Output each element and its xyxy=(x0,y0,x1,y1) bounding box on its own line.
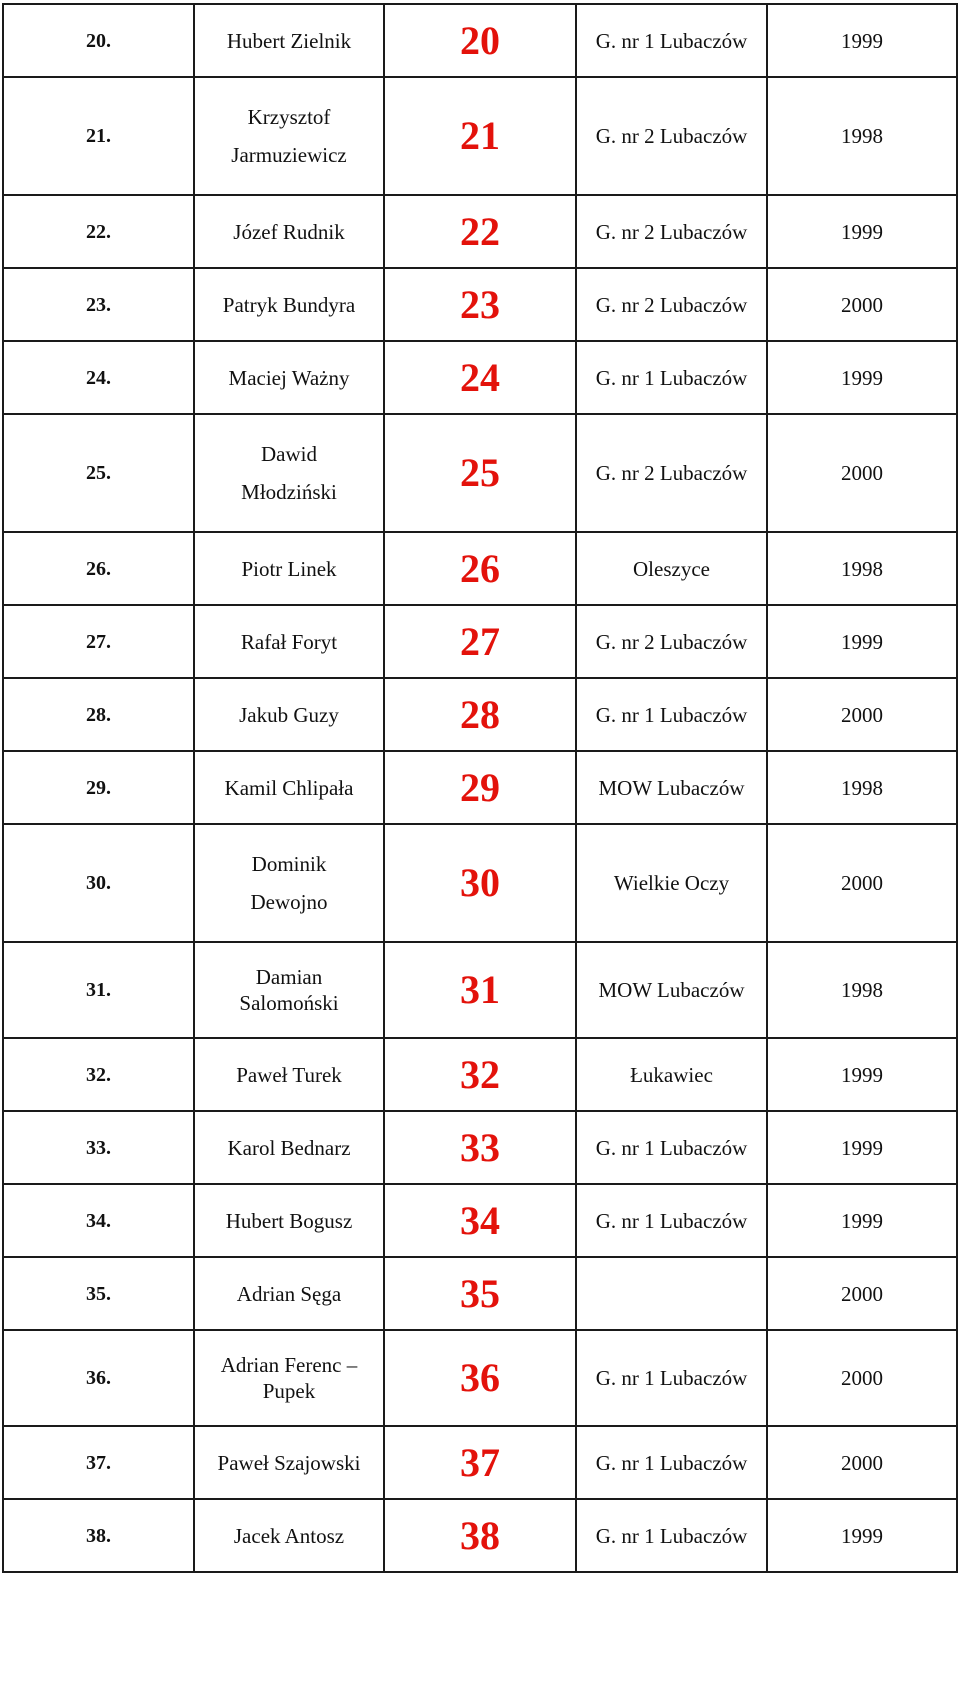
position-text: 36. xyxy=(86,1367,111,1389)
start-number-text: 27 xyxy=(460,618,500,664)
table-row xyxy=(3,1330,957,1426)
name-text: Damian Salomoński xyxy=(239,965,339,1015)
school-cell xyxy=(576,4,767,77)
school-text: Wielkie Oczy xyxy=(613,871,730,895)
position-text: 32. xyxy=(86,1063,111,1086)
birth-year-text: 2000 xyxy=(841,1366,883,1390)
position-cell xyxy=(3,4,194,77)
start-number-cell xyxy=(384,1184,576,1257)
name-text: Rafał Foryt xyxy=(240,629,338,654)
table-row xyxy=(3,1426,957,1499)
table-row xyxy=(3,824,957,942)
birth-year-text: 1998 xyxy=(841,124,883,148)
birth-year-cell xyxy=(767,4,957,77)
start-number-cell xyxy=(384,532,576,605)
table-row xyxy=(3,605,957,678)
position-cell xyxy=(3,1111,194,1184)
school-cell xyxy=(576,341,767,414)
school-text: MOW Lubaczów xyxy=(598,978,745,1002)
name-text: Maciej Ważny xyxy=(228,365,350,390)
school-text: G. nr 1 Lubaczów xyxy=(595,28,748,53)
school-text: G. nr 2 Lubaczów xyxy=(595,219,748,244)
school-text: G. nr 1 Lubaczów xyxy=(595,1366,748,1390)
birth-year-text: 1999 xyxy=(841,219,883,244)
name-text: Hubert Bogusz xyxy=(225,1208,353,1233)
start-number-text: 34 xyxy=(460,1197,500,1243)
birth-year-cell xyxy=(767,824,957,942)
start-number-cell xyxy=(384,77,576,195)
table-row xyxy=(3,195,957,268)
start-number-text: 20 xyxy=(460,17,500,63)
school-cell xyxy=(576,824,767,942)
position-text: 23. xyxy=(86,293,111,316)
name-cell xyxy=(194,77,384,195)
birth-year-cell xyxy=(767,1257,957,1330)
school-cell xyxy=(576,942,767,1038)
start-number-cell xyxy=(384,414,576,532)
name-cell xyxy=(194,532,384,605)
table-row xyxy=(3,1499,957,1572)
name-text: Karol Bednarz xyxy=(227,1135,351,1160)
school-cell xyxy=(576,1499,767,1572)
school-cell xyxy=(576,1111,767,1184)
start-number-cell xyxy=(384,1426,576,1499)
birth-year-cell xyxy=(767,1111,957,1184)
school-text: G. nr 2 Lubaczów xyxy=(595,461,748,485)
position-cell xyxy=(3,1257,194,1330)
start-number-text: 25 xyxy=(460,450,500,495)
school-text: G. nr 2 Lubaczów xyxy=(595,292,748,317)
name-text: Piotr Linek xyxy=(241,556,337,581)
position-cell xyxy=(3,678,194,751)
name-cell xyxy=(194,1426,384,1499)
start-number-text: 21 xyxy=(460,113,500,158)
start-number-text: 28 xyxy=(460,691,500,737)
start-number-cell xyxy=(384,4,576,77)
birth-year-text: 1999 xyxy=(841,629,883,654)
start-number-text: 23 xyxy=(460,281,500,327)
birth-year-text: 1999 xyxy=(841,1135,883,1160)
birth-year-cell xyxy=(767,605,957,678)
school-cell xyxy=(576,605,767,678)
name-cell xyxy=(194,195,384,268)
start-number-text: 36 xyxy=(460,1355,500,1400)
name-text: Hubert Zielnik xyxy=(226,28,352,53)
birth-year-cell xyxy=(767,751,957,824)
start-number-text: 30 xyxy=(460,860,500,905)
position-cell xyxy=(3,195,194,268)
name-cell xyxy=(194,1038,384,1111)
start-number-cell xyxy=(384,824,576,942)
start-number-text: 35 xyxy=(460,1270,500,1316)
birth-year-text: 1998 xyxy=(841,978,883,1002)
name-cell xyxy=(194,414,384,532)
name-cell xyxy=(194,942,384,1038)
table-row xyxy=(3,532,957,605)
birth-year-cell xyxy=(767,942,957,1038)
birth-year-text: 1999 xyxy=(841,1208,883,1233)
start-number-text: 31 xyxy=(460,967,500,1012)
school-cell xyxy=(576,268,767,341)
position-cell xyxy=(3,1038,194,1111)
school-cell xyxy=(576,1426,767,1499)
name-text: Józef Rudnik xyxy=(233,219,345,244)
position-cell xyxy=(3,751,194,824)
position-cell xyxy=(3,1330,194,1426)
start-number-cell xyxy=(384,751,576,824)
birth-year-cell xyxy=(767,268,957,341)
start-number-text: 32 xyxy=(460,1051,500,1097)
name-cell xyxy=(194,1111,384,1184)
position-text: 33. xyxy=(86,1136,111,1159)
birth-year-text: 2000 xyxy=(841,292,883,317)
table-row xyxy=(3,1038,957,1111)
position-cell xyxy=(3,1184,194,1257)
start-number-cell xyxy=(384,942,576,1038)
school-text: G. nr 1 Lubaczów xyxy=(595,1208,748,1233)
position-text: 37. xyxy=(86,1451,111,1474)
school-text: Oleszyce xyxy=(633,556,710,581)
position-cell xyxy=(3,77,194,195)
school-cell xyxy=(576,1038,767,1111)
position-text: 28. xyxy=(86,703,111,726)
table-row xyxy=(3,1184,957,1257)
start-number-text: 33 xyxy=(460,1124,500,1170)
start-number-text: 29 xyxy=(460,764,500,810)
birth-year-cell xyxy=(767,341,957,414)
position-text: 38. xyxy=(86,1524,111,1547)
position-cell xyxy=(3,268,194,341)
birth-year-cell xyxy=(767,195,957,268)
name-text: Adrian Sęga xyxy=(236,1281,342,1306)
name-cell xyxy=(194,4,384,77)
birth-year-text: 1998 xyxy=(841,775,883,800)
school-text: G. nr 1 Lubaczów xyxy=(595,1450,748,1475)
birth-year-text: 1999 xyxy=(841,28,883,53)
name-cell xyxy=(194,268,384,341)
school-text: G. nr 2 Lubaczów xyxy=(595,629,748,654)
position-text: 26. xyxy=(86,557,111,580)
start-number-cell xyxy=(384,195,576,268)
name-text: Adrian Ferenc – Pupek xyxy=(220,1353,358,1403)
birth-year-text: 2000 xyxy=(841,871,883,895)
birth-year-cell xyxy=(767,1330,957,1426)
position-cell xyxy=(3,532,194,605)
school-cell xyxy=(576,532,767,605)
table-row xyxy=(3,414,957,532)
birth-year-text: 2000 xyxy=(841,461,883,485)
name-cell xyxy=(194,1184,384,1257)
birth-year-text: 2000 xyxy=(841,1450,883,1475)
position-text: 20. xyxy=(86,29,111,52)
name-text: Jakub Guzy xyxy=(239,702,339,727)
table-row xyxy=(3,341,957,414)
start-number-cell xyxy=(384,1111,576,1184)
birth-year-cell xyxy=(767,1426,957,1499)
school-cell xyxy=(576,1257,767,1330)
birth-year-cell xyxy=(767,532,957,605)
birth-year-cell xyxy=(767,414,957,532)
school-text: G. nr 1 Lubaczów xyxy=(595,1135,748,1160)
table-row xyxy=(3,4,957,77)
name-text: Dawid Młodziński xyxy=(241,442,337,504)
position-cell xyxy=(3,824,194,942)
position-text: 35. xyxy=(86,1282,111,1305)
school-text: Łukawiec xyxy=(630,1062,713,1087)
birth-year-cell xyxy=(767,1184,957,1257)
school-text: G. nr 1 Lubaczów xyxy=(595,365,748,390)
start-number-cell xyxy=(384,341,576,414)
school-cell xyxy=(576,751,767,824)
birth-year-cell xyxy=(767,678,957,751)
name-text: Dominik Dewojno xyxy=(250,852,328,914)
school-cell xyxy=(576,678,767,751)
start-number-text: 24 xyxy=(460,354,500,400)
position-text: 24. xyxy=(86,366,111,389)
start-number-cell xyxy=(384,1330,576,1426)
school-cell xyxy=(576,195,767,268)
birth-year-text: 1999 xyxy=(841,1062,883,1087)
start-number-cell xyxy=(384,268,576,341)
table-row xyxy=(3,678,957,751)
name-cell xyxy=(194,678,384,751)
position-text: 21. xyxy=(86,125,111,147)
name-text: Paweł Szajowski xyxy=(217,1450,361,1475)
position-text: 31. xyxy=(86,979,111,1001)
position-text: 25. xyxy=(86,462,111,484)
birth-year-cell xyxy=(767,77,957,195)
name-cell xyxy=(194,341,384,414)
position-text: 30. xyxy=(86,872,111,894)
position-cell xyxy=(3,942,194,1038)
school-cell xyxy=(576,1184,767,1257)
name-text: Kamil Chlipała xyxy=(224,775,354,800)
table-row xyxy=(3,751,957,824)
table-row xyxy=(3,1111,957,1184)
start-number-cell xyxy=(384,1038,576,1111)
position-text: 34. xyxy=(86,1209,111,1232)
position-text: 29. xyxy=(86,776,111,799)
name-cell xyxy=(194,1499,384,1572)
birth-year-text: 2000 xyxy=(841,1281,883,1306)
birth-year-text: 1998 xyxy=(841,556,883,581)
table-row xyxy=(3,268,957,341)
participants-table-body xyxy=(3,4,957,1572)
school-text: G. nr 1 Lubaczów xyxy=(595,702,748,727)
start-number-text: 38 xyxy=(460,1512,500,1558)
start-number-cell xyxy=(384,678,576,751)
school-cell xyxy=(576,1330,767,1426)
start-number-cell xyxy=(384,1257,576,1330)
name-cell xyxy=(194,824,384,942)
school-text: G. nr 1 Lubaczów xyxy=(595,1523,748,1548)
school-cell xyxy=(576,77,767,195)
start-number-text: 22 xyxy=(460,208,500,254)
start-number-text: 26 xyxy=(460,545,500,591)
school-text: MOW Lubaczów xyxy=(598,775,745,800)
position-text: 27. xyxy=(86,630,111,653)
name-cell xyxy=(194,1330,384,1426)
name-text: Jacek Antosz xyxy=(233,1523,345,1548)
birth-year-text: 1999 xyxy=(841,365,883,390)
start-number-cell xyxy=(384,605,576,678)
birth-year-cell xyxy=(767,1038,957,1111)
position-cell xyxy=(3,1426,194,1499)
name-text: Paweł Turek xyxy=(236,1062,342,1087)
position-text: 22. xyxy=(86,220,111,243)
position-cell xyxy=(3,414,194,532)
name-cell xyxy=(194,1257,384,1330)
birth-year-text: 1999 xyxy=(841,1523,883,1548)
participants-table xyxy=(2,3,958,1573)
start-number-text: 37 xyxy=(460,1439,500,1485)
table-row xyxy=(3,1257,957,1330)
position-cell xyxy=(3,605,194,678)
table-row xyxy=(3,77,957,195)
start-number-cell xyxy=(384,1499,576,1572)
name-cell xyxy=(194,605,384,678)
position-cell xyxy=(3,341,194,414)
table-row xyxy=(3,942,957,1038)
school-text: G. nr 2 Lubaczów xyxy=(595,124,748,148)
birth-year-cell xyxy=(767,1499,957,1572)
position-cell xyxy=(3,1499,194,1572)
birth-year-text: 2000 xyxy=(841,702,883,727)
name-cell xyxy=(194,751,384,824)
name-text: Krzysztof Jarmuziewicz xyxy=(231,105,347,167)
school-cell xyxy=(576,414,767,532)
name-text: Patryk Bundyra xyxy=(222,292,356,317)
